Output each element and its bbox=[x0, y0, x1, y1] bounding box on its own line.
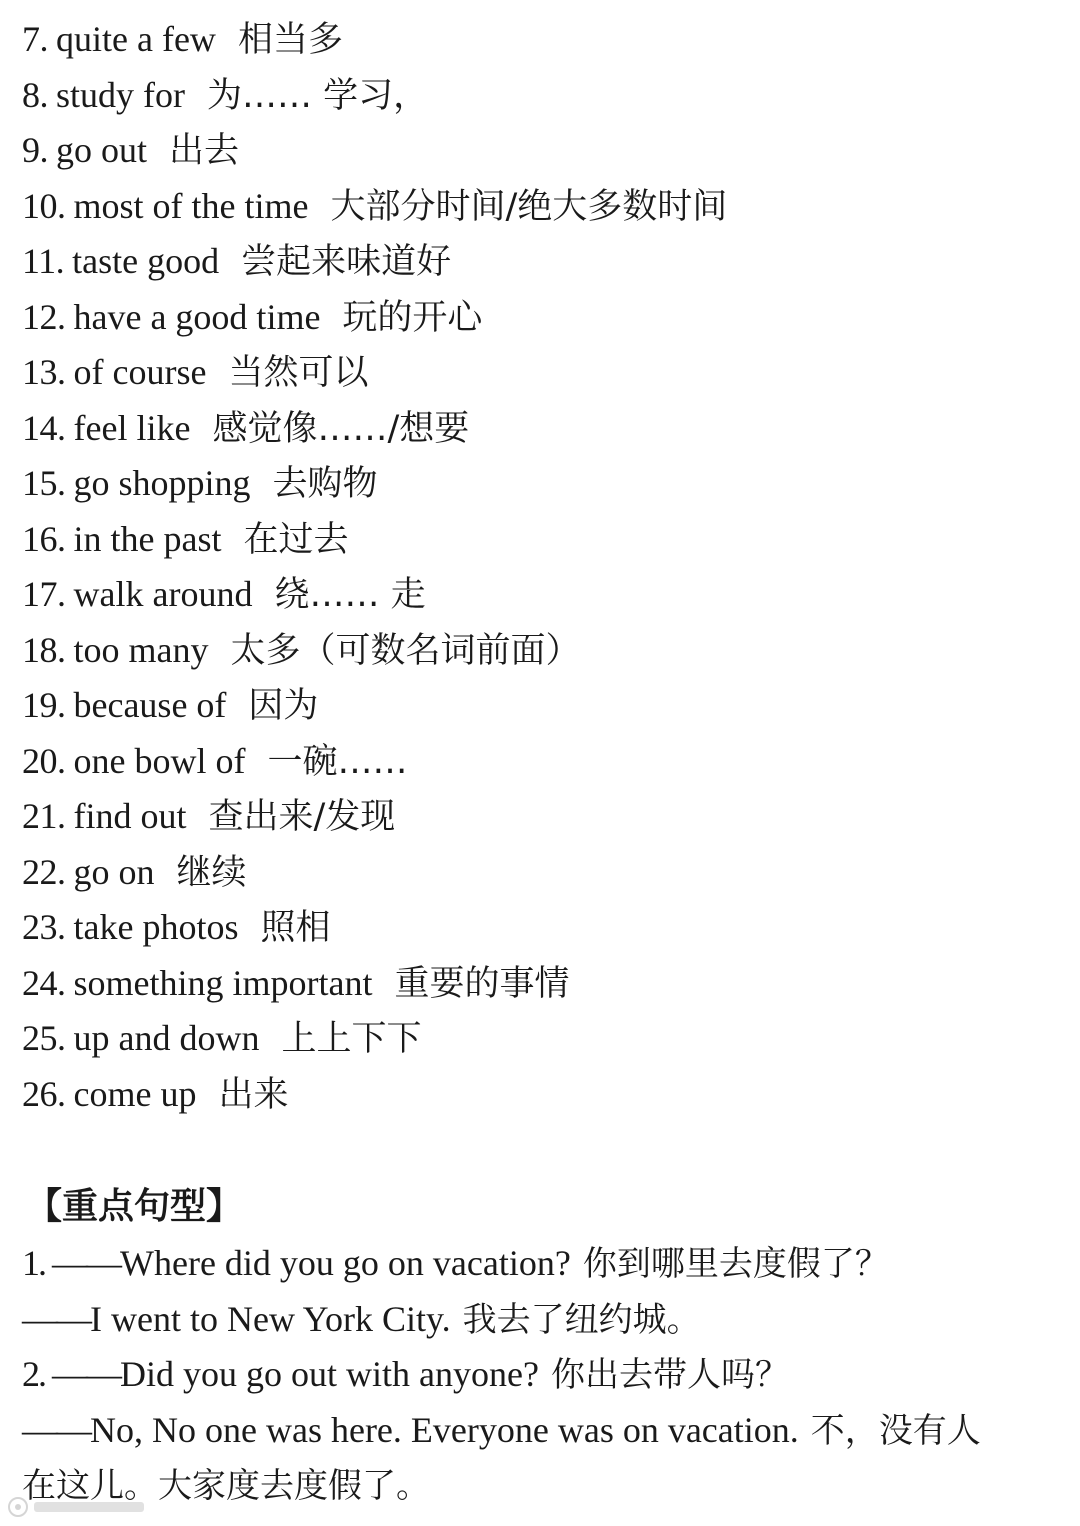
phrase-chinese: 相当多 bbox=[237, 20, 343, 60]
phrase-chinese: 出来 bbox=[218, 1074, 289, 1115]
phrase-number: 9. bbox=[22, 130, 48, 170]
phrase-item bbox=[22, 345, 727, 401]
phrase-chinese: 出去 bbox=[169, 131, 240, 171]
dialog-prefix: —— bbox=[22, 1298, 90, 1339]
phrase-number: 21. bbox=[22, 796, 66, 836]
dialog-chinese: 你到哪里去度假了？ bbox=[582, 1244, 889, 1284]
phrase-english: something important bbox=[73, 962, 373, 1003]
dialog-chinese: 我去了纽约城。 bbox=[462, 1299, 701, 1340]
section-title: 【重点句型】 bbox=[26, 1186, 243, 1227]
phrase-chinese: 在过去 bbox=[243, 519, 349, 560]
phrase-english: find out bbox=[73, 796, 187, 836]
watermark-logo-icon bbox=[6, 1494, 156, 1520]
phrase-english: have a good time bbox=[73, 296, 321, 337]
phrase-chinese: 照相 bbox=[260, 908, 331, 948]
phrase-english: one bowl of bbox=[73, 740, 246, 781]
phrase-chinese: 太多（可数名词前面） bbox=[230, 630, 581, 671]
phrase-item bbox=[22, 678, 727, 734]
phrase-english: most of the time bbox=[73, 185, 309, 226]
phrase-item bbox=[22, 512, 727, 568]
dialog-english: Where did you go on vacation? bbox=[120, 1243, 571, 1283]
phrase-item bbox=[22, 123, 727, 179]
phrase-number: 13. bbox=[22, 352, 66, 392]
phrase-english: go out bbox=[56, 130, 148, 170]
dialog-english: I went to New York City. bbox=[90, 1298, 451, 1339]
phrase-chinese: 因为 bbox=[248, 686, 319, 726]
phrase-item bbox=[22, 179, 727, 235]
phrase-item bbox=[22, 789, 727, 845]
dialog-chinese: 你出去带人吗？ bbox=[550, 1355, 789, 1395]
phrase-chinese: 玩的开心 bbox=[342, 297, 483, 338]
phrase-number: 18. bbox=[22, 629, 66, 670]
phrase-number: 20. bbox=[22, 740, 66, 781]
phrase-number: 24. bbox=[22, 962, 66, 1003]
dialog-prefix: 1. —— bbox=[22, 1243, 120, 1283]
phrase-number: 25. bbox=[22, 1018, 66, 1058]
phrase-item bbox=[22, 567, 727, 623]
phrase-item bbox=[22, 734, 727, 790]
phrase-list bbox=[22, 12, 727, 1122]
phrase-item bbox=[22, 900, 727, 956]
phrase-item bbox=[22, 956, 727, 1012]
dialog-line bbox=[22, 1236, 1072, 1292]
phrase-chinese: 绕…… 走 bbox=[274, 575, 426, 615]
phrase-number: 19. bbox=[22, 685, 66, 725]
phrase-english: taste good bbox=[72, 241, 220, 281]
dialog-chinese: 在这儿。大家度去度假了。 bbox=[22, 1466, 430, 1506]
phrase-number: 16. bbox=[22, 518, 66, 559]
phrase-english: of course bbox=[73, 352, 207, 392]
phrase-english: up and down bbox=[73, 1018, 260, 1058]
phrase-chinese: 继续 bbox=[176, 852, 247, 893]
phrase-item bbox=[22, 290, 727, 346]
phrase-english: too many bbox=[73, 629, 209, 670]
phrase-number: 8. bbox=[22, 74, 48, 115]
dialog-english: No, No one was here. Everyone was on vacation. bbox=[90, 1409, 799, 1450]
phrase-english: feel like bbox=[73, 407, 191, 448]
phrase-number: 14. bbox=[22, 407, 66, 448]
phrase-item bbox=[22, 234, 727, 290]
phrase-number: 26. bbox=[22, 1073, 66, 1114]
dialog-prefix: 2. —— bbox=[22, 1354, 120, 1394]
phrase-chinese: 上上下下 bbox=[281, 1019, 422, 1059]
phrase-english: because of bbox=[73, 685, 227, 725]
phrase-chinese: 重要的事情 bbox=[394, 963, 570, 1004]
phrase-item bbox=[22, 456, 727, 512]
phrase-chinese: 当然可以 bbox=[228, 353, 369, 393]
phrase-chinese: 为…… 学习， bbox=[207, 75, 429, 116]
phrase-number: 17. bbox=[22, 574, 66, 614]
phrase-english: come up bbox=[73, 1073, 197, 1114]
dialog-english: Did you go out with anyone? bbox=[120, 1354, 539, 1394]
phrase-chinese: 感觉像……/想要 bbox=[212, 408, 470, 449]
phrase-chinese: 去购物 bbox=[272, 464, 378, 504]
phrase-chinese: 查出来/发现 bbox=[208, 797, 396, 837]
phrase-item bbox=[22, 623, 727, 679]
dialog-prefix: —— bbox=[22, 1409, 90, 1450]
phrase-english: study for bbox=[56, 74, 185, 115]
dialog-line bbox=[22, 1403, 1072, 1459]
phrase-english: quite a few bbox=[56, 19, 216, 59]
phrase-number: 15. bbox=[22, 463, 66, 503]
phrase-english: in the past bbox=[73, 518, 222, 559]
phrase-number: 23. bbox=[22, 907, 66, 947]
phrase-item bbox=[22, 1067, 727, 1123]
dialog-chinese: 不，没有人 bbox=[810, 1410, 981, 1451]
dialog-line bbox=[22, 1347, 1072, 1403]
phrase-item bbox=[22, 1011, 727, 1067]
phrase-number: 10. bbox=[22, 185, 66, 226]
phrase-chinese: 尝起来味道好 bbox=[241, 242, 452, 282]
phrase-item bbox=[22, 845, 727, 901]
phrase-english: go on bbox=[73, 851, 155, 892]
phrase-number: 22. bbox=[22, 851, 66, 892]
phrase-chinese: 大部分时间/绝大多数时间 bbox=[330, 186, 728, 227]
phrase-number: 11. bbox=[22, 241, 65, 281]
phrase-item bbox=[22, 401, 727, 457]
phrase-number: 12. bbox=[22, 296, 66, 337]
phrase-number: 7. bbox=[22, 19, 48, 59]
phrase-english: take photos bbox=[73, 907, 239, 947]
phrase-english: walk around bbox=[73, 574, 253, 614]
dialog-line bbox=[22, 1458, 1072, 1514]
phrase-english: go shopping bbox=[73, 463, 251, 503]
dialog-block bbox=[22, 1236, 1072, 1514]
dialog-line bbox=[22, 1292, 1072, 1348]
phrase-item bbox=[22, 68, 727, 124]
phrase-chinese: 一碗…… bbox=[267, 741, 408, 782]
phrase-item bbox=[22, 12, 727, 68]
